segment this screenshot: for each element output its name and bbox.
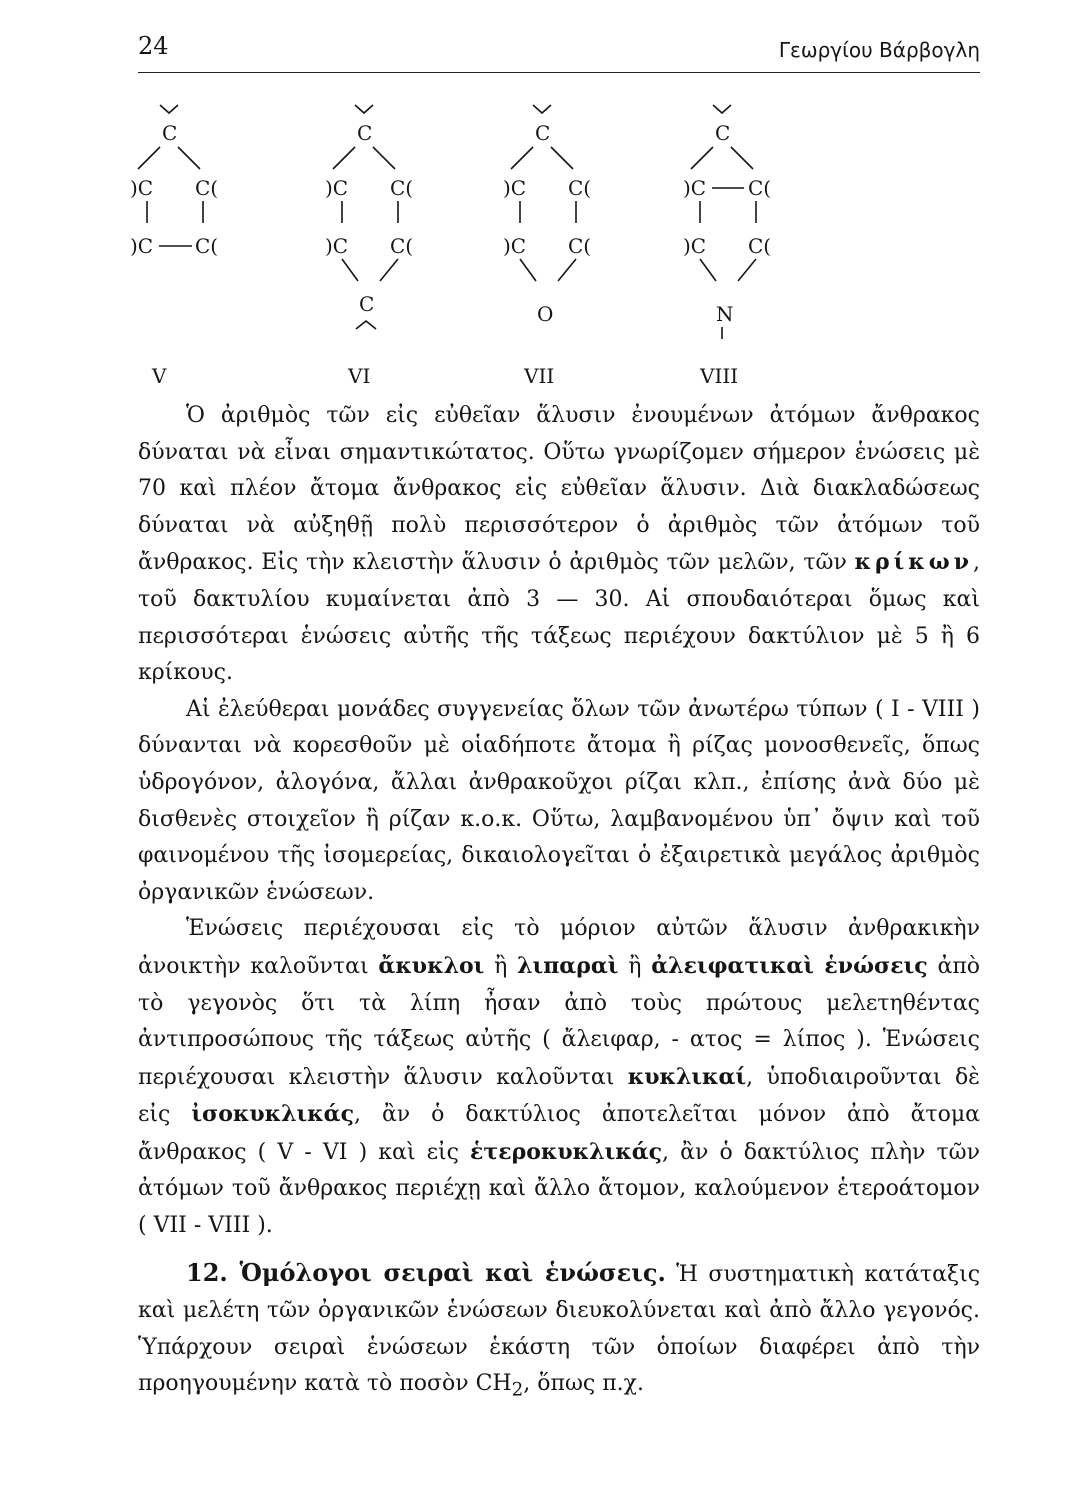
section-12-text: Ἡ συστηματικὴ κατάταξις καὶ μελέτη τῶν ὀργανικῶν ἑνώσεων διευκολύνεται καὶ ἀπὸ ἄλλο γεγονός. Ὑπάρχουν σειραὶ ἑνώσεων ἑκάστη τῶν ὁποίων διαφέρει ἀπὸ τὴν προηγουμένην κατὰ τὸ ποσὸν CH: [138, 1261, 981, 1397]
formula-vi-right-lower: C(: [390, 234, 414, 258]
formula-vii-top-c: C: [535, 121, 551, 145]
formula-viii-left-lower: )C: [683, 234, 707, 258]
term-liparai: λιπαραὶ: [517, 952, 619, 979]
formula-viii: [683, 105, 771, 388]
formula-vi-left-upper: )C: [325, 176, 349, 200]
formula-vii-right-upper: C(: [568, 176, 592, 200]
paragraph-2: [138, 692, 980, 912]
formula-v-left-lower: )C: [130, 234, 154, 258]
paragraph-3-t2: ἢ: [494, 953, 508, 979]
formula-v-top-c: C: [162, 121, 178, 145]
paragraph-3-t4: ἀπὸ τὸ γεγονὸς ὅτι τὰ λίπη ἦσαν ἀπὸ τοὺς πρώτους μελετηθέντας ἀντιπροσώπους τῆς τάξεως αὐτῆς ( ἄλειφαρ, - ατος = λίπος ). Ἑνώσεις περιέχουσαι κλειστὴν ἅλυσιν καλοῦνται: [138, 953, 981, 1090]
paragraph-3-t5: , ὑποδιαιροῦνται δὲ εἰς: [138, 1064, 980, 1128]
formula-viii-right-upper: C(: [748, 176, 772, 200]
section-12: [138, 1255, 980, 1410]
formula-v: [130, 105, 218, 388]
formula-vii-label: VII: [524, 364, 555, 388]
paragraph-3-t7: , ἂν ὁ δακτύλιος πλὴν τῶν ἀτόμων τοῦ ἄνθρακος περιέχῃ καὶ ἄλλο ἄτομον, καλούμενον ἑτεροάτομον ( VII - VIII ).: [138, 1139, 980, 1239]
page-number: 24: [138, 32, 169, 60]
formula-v-left-upper: )C: [130, 176, 154, 200]
body-text: [138, 398, 980, 1409]
paragraph-3-t1: Ἑνώσεις περιέχουσαι εἰς τὸ μόριον αὐτῶν ἅλυσιν ἀνθρακικὴν ἀνοικτὴν καλοῦνται: [138, 916, 980, 979]
formula-vii-left-lower: )C: [503, 234, 527, 258]
paragraph-1-text-b: , τοῦ δακτυλίου κυμαίνεται ἀπὸ 3 — 30. Αἱ σπουδαιότεραι ὅμως καὶ περισσότεραι ἑνώσεις αὐτῆς τῆς τάξεως περιέχουν δακτύλιον μὲ 5 ἢ 6 κρίκους.: [138, 550, 980, 686]
formula-vi-label: VI: [348, 364, 371, 388]
formula-vi: [325, 105, 413, 388]
formula-viii-label: VIII: [700, 364, 739, 388]
paragraph-3-t6: , ἂν ὁ δακτύλιος ἀποτελεῖται μόνον ἀπὸ ἄτομα ἄνθρακος ( V - VI ) καὶ εἰς: [138, 1102, 980, 1165]
formula-vii-oxygen: O: [537, 302, 554, 326]
section-12-heading: 12. Ὁμόλογοι σειραὶ καὶ ἑνώσεις.: [186, 1257, 666, 1287]
term-akykloi: ἄκυκλοι: [378, 952, 485, 979]
structural-formulas: [130, 95, 920, 395]
paragraph-2-text: Αἱ ἐλεύθεραι μονάδες συγγενείας ὅλων τῶν ἀνωτέρω τύπων ( I - VIII ) δύνανται νὰ κορεσθοῦν μὲ οἱαδήποτε ἄτομα ἢ ρίζας μονοσθενεῖς, ὅπως ὑδρογόνον, ἀλογόνα, ἄλλαι ἀνθρακοῦχοι ρίζαι κλπ., ἐπίσης ἀνὰ δύο μὲ δισθενὲς στοιχεῖον ἢ ρίζαν κ.ο.κ. Οὕτω, λαμβανομένου ὑπ᾽ ὄψιν καὶ τοῦ φαινομένου τῆς ἰσομερείας, δικαιολογεῖται ὁ ἐξαιρετικὰ μεγάλος ἀριθμὸς ὀργανικῶν ἑνώσεων.: [138, 696, 980, 905]
term-isokyklikas: ἰσοκυκλικάς: [191, 1101, 354, 1128]
term-aleifatikai: ἀλειφατικαὶ ἑνώσεις: [651, 952, 928, 979]
formula-v-label: V: [152, 364, 167, 388]
formula-vi-top-c: C: [357, 121, 373, 145]
term-krikon: κρίκων: [854, 549, 973, 576]
formula-vi-right-upper: C(: [390, 176, 414, 200]
formula-vii-left-upper: )C: [503, 176, 527, 200]
running-head: [138, 32, 980, 73]
formula-vii-right-lower: C(: [568, 234, 592, 258]
formula-viii-left-upper: )C: [683, 176, 707, 200]
term-eterokyklikas: ἑτεροκυκλικάς: [470, 1138, 663, 1165]
formula-vii: [503, 105, 591, 388]
formula-viii-nitrogen: N: [716, 302, 734, 326]
formula-viii-right-lower: C(: [748, 234, 772, 258]
formula-vi-bottom-c: C: [359, 292, 375, 316]
formula-vi-left-lower: )C: [325, 234, 349, 258]
term-kyklikai: κυκλικαί: [627, 1063, 747, 1090]
running-title: Γεωργίου Βάρβογλη: [778, 38, 980, 62]
formula-viii-top-c: C: [715, 121, 731, 145]
section-12-subscript: 2: [511, 1379, 524, 1401]
paragraph-3-t3: ἢ: [628, 953, 642, 979]
paragraph-3: [138, 911, 980, 1244]
paragraph-1: [138, 398, 980, 692]
formula-v-right-upper: C(: [195, 176, 219, 200]
section-12-tail: , ὅπως π.χ.: [523, 1371, 644, 1397]
formula-v-right-lower: C(: [195, 234, 219, 258]
formulas-svg: [130, 95, 920, 395]
paragraph-1-text-a: Ὁ ἀριθμὸς τῶν εἰς εὐθεῖαν ἅλυσιν ἐνουμένων ἀτόμων ἄνθρακος δύναται νὰ εἶναι σημαντικώτατος. Οὕτω γνωρίζομεν σήμερον ἑνώσεις μὲ 70 καὶ πλέον ἄτομα ἄνθρακος εἰς εὐθεῖαν ἅλυσιν. Διὰ διακλαδώσεως δύναται νὰ αὐξηθῇ πολὺ περισσότερον ὁ ἀριθμὸς τῶν ἀτόμων τοῦ ἄνθρακος. Εἰς τὴν κλειστὴν ἅλυσιν ὁ ἀριθμὸς τῶν μελῶν, τῶν: [138, 403, 980, 576]
